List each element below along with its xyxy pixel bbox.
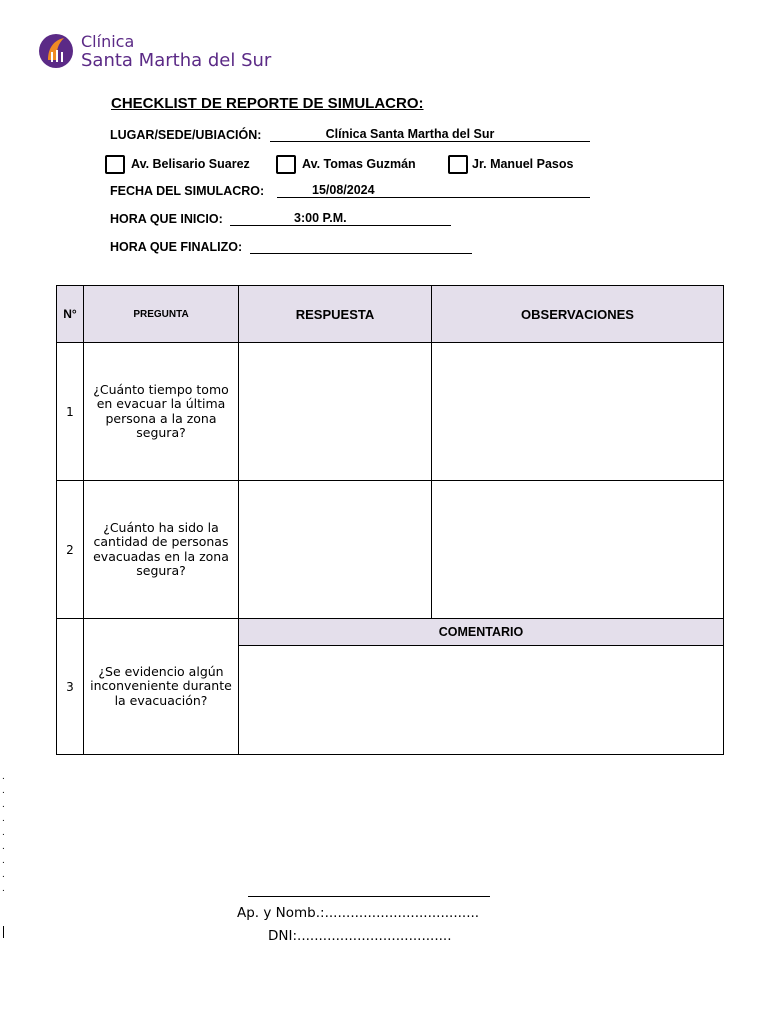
table-row [57,619,724,646]
row-number: 3 [57,619,84,755]
hora-inicio-value: 3:00 P.M. [294,211,347,225]
option-checkbox-3[interactable] [448,155,468,174]
option-label-2: Av. Tomas Guzmán [302,157,416,171]
row-number: 2 [57,481,84,619]
lugar-label: LUGAR/SEDE/UBIACIÓN: [110,128,262,142]
row-question: ¿Cuánto tiempo tomo en evacuar la última persona a la zona segura? [84,343,239,481]
fecha-field[interactable] [277,183,590,198]
option-label-1: Av. Belisario Suarez [131,157,250,171]
comentario-header: COMENTARIO [239,619,724,646]
checklist-table [56,285,724,755]
logo-line1: Clínica [81,32,135,51]
observaciones-cell[interactable] [432,343,724,481]
header-n: N° [57,286,84,343]
text-cursor [3,926,4,938]
logo-line2: Santa Martha del Sur [81,50,272,71]
hora-fin-label: HORA QUE FINALIZO: [110,240,243,254]
fecha-value: 15/08/2024 [312,183,375,197]
hora-inicio-label: HORA QUE INICIO: [110,212,223,226]
table-row [57,481,724,619]
header-respuesta: RESPUESTA [239,286,432,343]
lugar-field[interactable] [270,127,590,142]
table-row [57,343,724,481]
option-checkbox-1[interactable] [105,155,125,174]
header-pregunta: PREGUNTA [84,286,239,343]
option-checkbox-2[interactable] [276,155,296,174]
signature-name-label: Ap. y Nomb.:.................................... [237,905,480,921]
lugar-value: Clínica Santa Martha del Sur [325,127,495,141]
comentario-cell[interactable] [239,646,724,755]
row-question: ¿Se evidencio algún inconveniente durante la evacuación? [84,619,239,755]
respuesta-cell[interactable] [239,343,432,481]
clinic-logo-icon [38,30,76,72]
header-observaciones: OBSERVACIONES [432,286,724,343]
signature-dni-label: DNI:.................................... [268,928,452,944]
margin-dots: . . . . . . . . . [2,771,5,894]
respuesta-cell[interactable] [239,481,432,619]
signature-line [248,896,490,897]
row-question: ¿Cuánto ha sido la cantidad de personas evacuadas en la zona segura? [84,481,239,619]
fecha-label: FECHA DEL SIMULACRO: [110,184,265,198]
document-title: CHECKLIST DE REPORTE DE SIMULACRO: [111,95,424,112]
row-number: 1 [57,343,84,481]
observaciones-cell[interactable] [432,481,724,619]
option-label-3: Jr. Manuel Pasos [472,157,574,171]
hora-fin-field[interactable] [250,239,472,254]
hora-inicio-field[interactable] [230,211,451,226]
